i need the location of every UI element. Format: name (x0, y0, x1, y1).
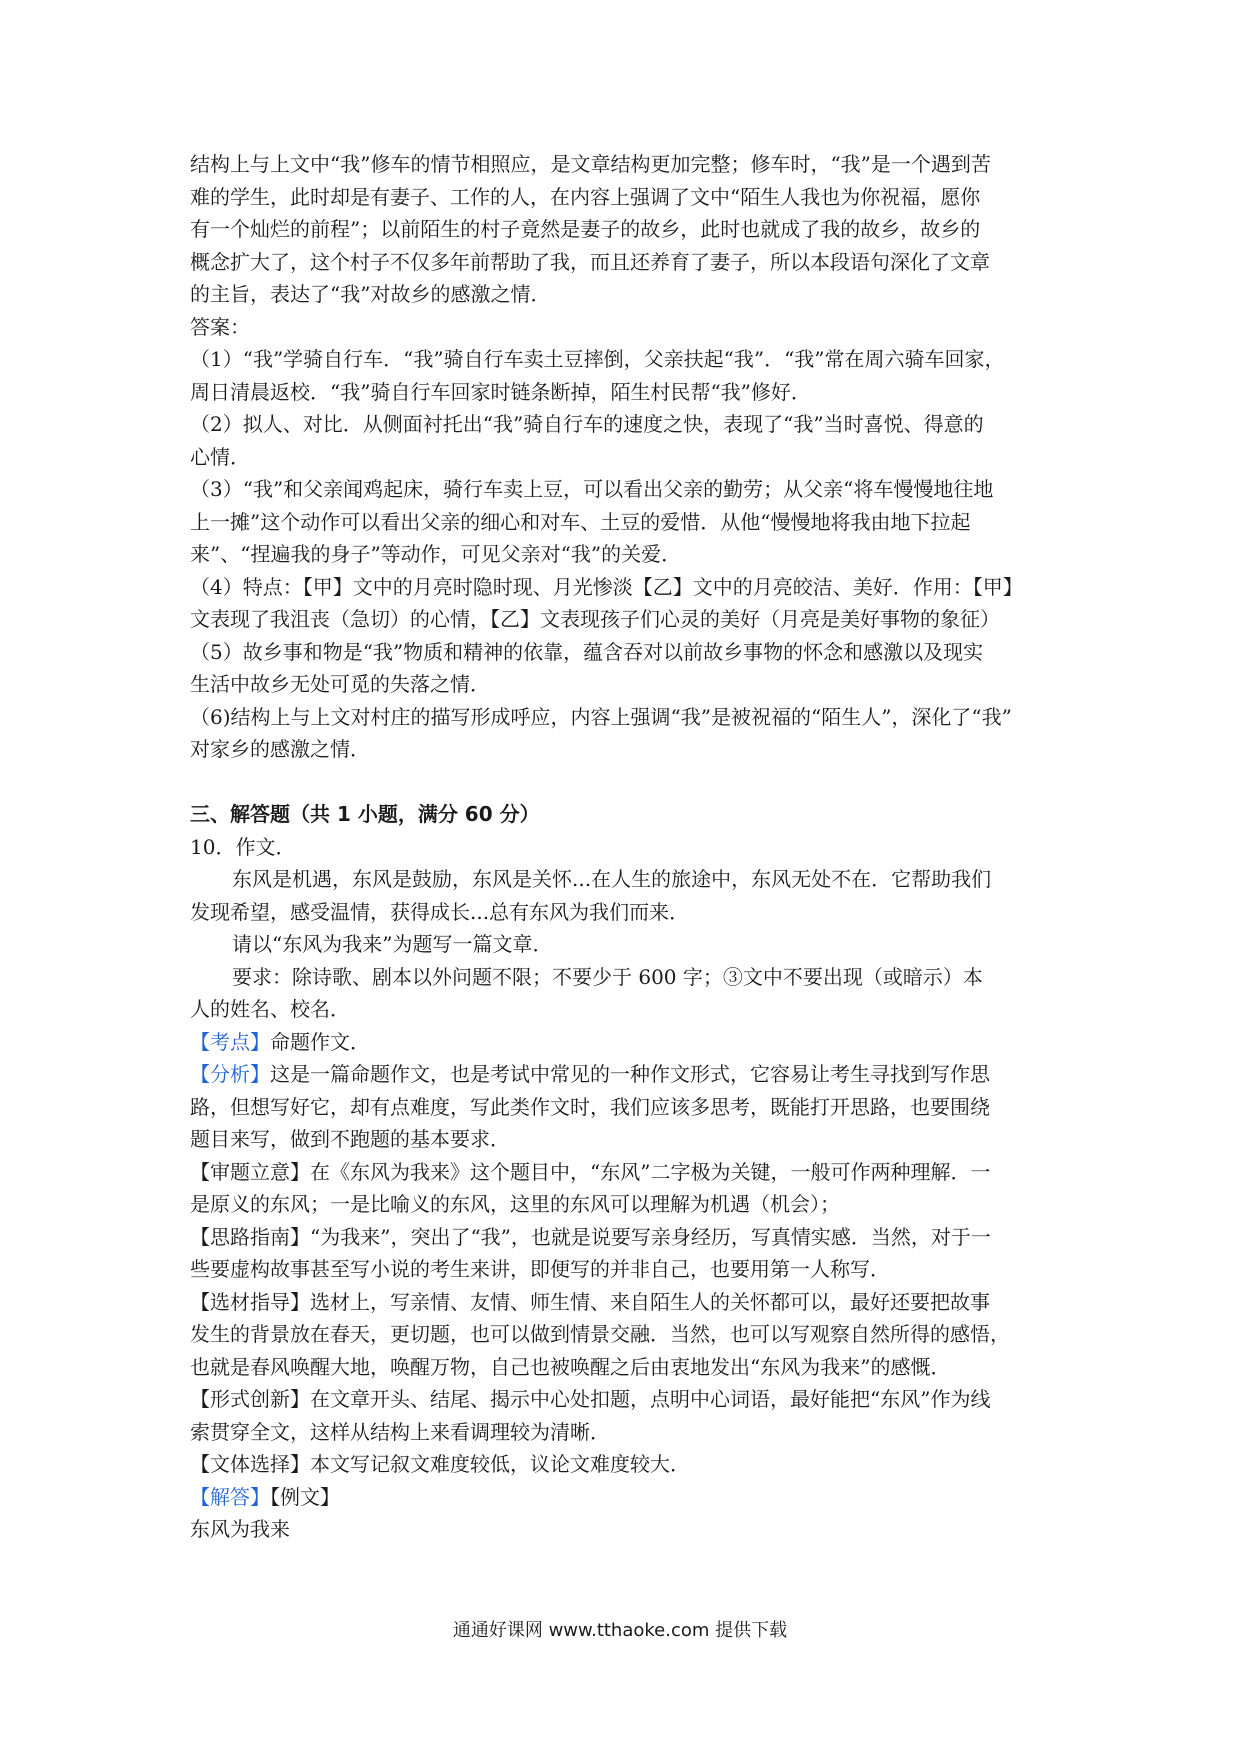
document-body (190, 148, 1064, 1546)
analysis-line: 概念扩大了，这个村子不仅多年前帮助了我，而且还养育了妻子，所以本段语句深化了文章 (190, 249, 990, 274)
prompt-line: 东风是机遇，东风是鼓励，东风是关怀...在人生的旅途中，东风无处不在．它帮助我们 (232, 867, 992, 891)
guide-line: 索贯穿全文，这样从结构上来看调理较为清晰． (190, 1419, 610, 1444)
answer-line: （6)结构上与上文对村庄的描写形成呼应，内容上强调“我”是被祝福的“陌生人”，深化了“我” (190, 704, 1012, 729)
kaodian-text: 命题作文． (270, 1029, 370, 1054)
answer-line: 生活中故乡无处可觅的失落之情． (190, 672, 490, 696)
answer-line: （4）特点：【甲】文中的月亮时隐时现、月光惨淡【乙】文中的月亮皎洁、美好．作用：【甲】 (190, 574, 1023, 599)
analysis-line: 有一个灿烂的前程”；以前陌生的村子竟然是妻子的故乡，此时也就成了我的故乡，故乡的 (190, 217, 981, 241)
answer-line: （2）拟人、对比．从侧面衬托出“我”骑自行车的速度之快，表现了“我”当时喜悦、得意的 (190, 412, 984, 436)
answer-line: （3）“我”和父亲闻鸡起床，骑行车卖上豆，可以看出父亲的勤劳；从父亲“将车慢慢地往地 (190, 477, 994, 501)
prompt-line: 要求：除诗歌、剧本以外问题不限；不要少于 600 字；③文中不要出现（或暗示）本 (232, 964, 983, 989)
jieda-line (190, 1481, 1064, 1514)
answer-line: 周日清晨返校．“我”骑自行车回家时链条断掉，陌生村民帮“我”修好． (190, 379, 811, 404)
section-title: 三、解答题（共 1 小题，满分 60 分） (190, 802, 540, 826)
guide-line: 发生的背景放在春天，更切题，也可以做到情景交融．当然，也可以写观察自然所得的感悟， (190, 1322, 1010, 1346)
kaodian-tag: 【考点】 (190, 1029, 270, 1054)
answer-line: 心情． (190, 444, 250, 469)
fenxi-line: 题目来写，做到不跑题的基本要求． (190, 1127, 510, 1151)
fenxi-line (190, 1058, 1064, 1091)
jieda-tag: 【解答】 (190, 1484, 270, 1509)
prompt-line: 人的姓名、校名． (190, 997, 350, 1021)
guide-line: 也就是春风唤醒大地，唤醒万物，自己也被唤醒之后由衷地发出“东风为我来”的感慨． (190, 1354, 951, 1379)
analysis-line: 的主旨，表达了“我”对故乡的感激之情． (190, 282, 551, 306)
spacer (190, 766, 1064, 799)
fenxi-text: 这是一篇命题作文，也是考试中常见的一种作文形式，它容易让考生寻找到写作思 (270, 1062, 990, 1086)
answer-line: 对家乡的感激之情． (190, 737, 370, 761)
answer-line: 文表现了我沮丧（急切）的心情，【乙】文表现孩子们心灵的美好（月亮是美好事物的象征） (190, 607, 1000, 631)
kaodian-line (190, 1026, 1064, 1059)
guide-line: 些要虚构故事甚至写小说的考生来讲，即便写的并非自己，也要用第一人称写． (190, 1257, 890, 1281)
analysis-paragraph (190, 148, 1064, 311)
answer-line: （1）“我”学骑自行车．“我”骑自行车卖土豆摔倒，父亲扶起“我”．“我”常在周六骑车回家， (190, 347, 1005, 371)
prompt-line: 请以“东风为我来”为题写一篇文章． (232, 932, 553, 956)
guide-line: 【形式创新】在文章开头、结尾、揭示中心处扣题，点明中心词语，最好能把“东风”作为线 (190, 1387, 991, 1411)
guide-line: 【文体选择】本文写记叙文难度较低，议论文难度较大． (190, 1452, 690, 1476)
writing-guide (190, 1156, 1064, 1481)
analysis-line: 难的学生，此时却是有妻子、工作的人，在内容上强调了文中“陌生人我也为你祝福，愿你 (190, 184, 981, 209)
prompt-line: 发现希望，感受温情，获得成长...总有东风为我们而来． (190, 899, 690, 924)
guide-line: 【选材指导】选材上，写亲情、友情、师生情、来自陌生人的关怀都可以，最好还要把故事 (190, 1289, 990, 1314)
essay-prompt (190, 863, 1064, 1026)
jieda-text: 【例文】 (270, 1484, 340, 1509)
answer-list (190, 343, 1064, 766)
answer-line: （5）故乡事和物是“我”物质和精神的依靠，蕴含吞对以前故乡事物的怀念和感激以及现实 (190, 639, 984, 664)
answer-line: 来”、“捏遍我的身子”等动作，可见父亲对“我”的关爱． (190, 542, 682, 566)
guide-line: 【思路指南】“为我来”，突出了“我”，也就是说要写亲身经历，写真情实感．当然，对于一 (190, 1224, 991, 1249)
fenxi-tag: 【分析】 (190, 1062, 270, 1086)
question-title: 10．作文． (190, 834, 296, 859)
guide-line: 是原义的东风；一是比喻义的东风，这里的东风可以理解为机遇（机会）； (190, 1192, 840, 1216)
fenxi-line: 路，但想写好它，却有点难度，写此类作文时，我们应该多思考，既能打开思路，也要围绕 (190, 1094, 990, 1119)
answer-label: 答案： (190, 314, 250, 339)
analysis-line: 结构上与上文中“我”修车的情节相照应，是文章结构更加完整；修车时，“我”是一个遇到苦 (190, 152, 991, 176)
essay-title: 东风为我来 (190, 1517, 290, 1541)
guide-line: 【审题立意】在《东风为我来》这个题目中，“东风”二字极为关键，一般可作两种理解．一 (190, 1159, 991, 1184)
page-footer: 通通好课网 www.tthaoke.com 提供下载 (452, 1620, 788, 1641)
answer-line: 上一摊”这个动作可以看出父亲的细心和对车、土豆的爱惜．从他“慢慢地将我由地下拉起 (190, 509, 971, 534)
